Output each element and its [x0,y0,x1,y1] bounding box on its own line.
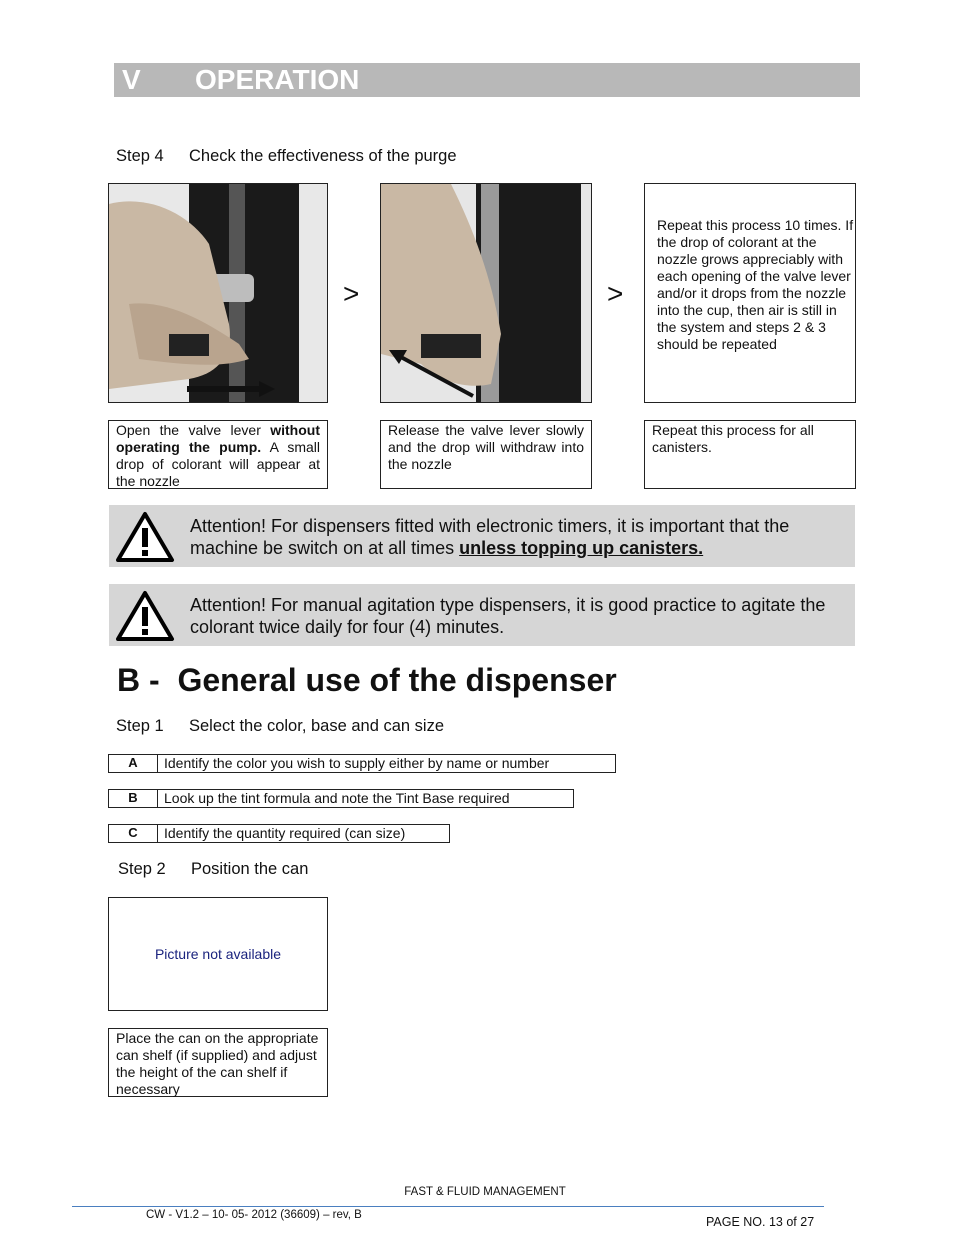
step1-row-a-text: Identify the color you wish to supply either by name or number [158,754,616,773]
repeat-instructions-box [644,183,856,403]
caption-open-valve-text: Open the valve lever [116,422,271,438]
repeat-instructions-text: Repeat this process 10 times. If the drop of colorant at the nozzle grows appreciably with each opening of the valve lever and/or it drops from the nozzle into the cup, then air is still in the system and steps 2 & 3 should be repeated [657,217,854,352]
step4-text: Check the effectiveness of the purge [189,147,457,165]
step2-text: Position the can [191,860,309,878]
sequence-arrow-1: > [343,278,360,309]
attention-note-agitation-text: Attention! For manual agitation type dispensers, it is good practice to agitate the colorant twice daily for four (4) minutes. [190,595,826,637]
attention-note-agitation [109,584,855,646]
step1-text: Select the color, base and can size [189,717,444,735]
caption-release-valve-text: Release the valve lever slowly and the drop will withdraw into the nozzle [388,422,584,472]
picture-placeholder [108,897,328,1011]
caption-open-valve-bold: without operating the pump. [116,422,320,455]
photo-open-valve-drawing [109,184,327,402]
attention-note-timers-body: Attention! For dispensers fitted with electronic timers, it is important that the machine be switch on at all times [190,516,790,558]
section-b-heading: B - General use of the dispenser [117,662,617,698]
step1-label: Step 1 [116,717,164,735]
footer-company: FAST & FLUID MANAGEMENT [404,1186,566,1198]
picture-placeholder-text: Picture not available [154,946,282,962]
section-number: V [122,64,141,95]
step1-row-a-letter: A [108,754,158,773]
step2-label: Step 2 [118,860,166,878]
attention-note-timers-emphasis: unless topping up canisters. [459,538,704,558]
attention-note-timers [109,505,855,567]
caption-repeat-all [644,420,856,489]
caption-open-valve-text-end: A small drop of colorant will appear at the nozzle [116,439,320,489]
photo-release-valve [380,183,592,403]
warning-icon [115,511,175,563]
section-title: OPERATION [195,64,360,95]
caption-release-valve [380,420,592,489]
footer-page-number: PAGE NO. 13 of 27 [706,1215,815,1229]
footer-divider [72,1206,824,1207]
caption-position-can-text: Place the can on the appropriate can shelf (if supplied) and adjust the height of the can shelf if necessary [116,1030,319,1097]
step1-row-b-text: Look up the tint formula and note the Tint Base required [158,789,574,808]
caption-position-can [108,1028,328,1097]
footer-version: CW - V1.2 – 10- 05- 2012 (36609) – rev, B [146,1209,362,1221]
warning-icon [115,590,175,642]
caption-open-valve [108,420,328,489]
photo-release-valve-drawing [381,184,591,402]
step4-label: Step 4 [116,147,164,165]
sequence-arrow-2: > [607,278,624,309]
attention-note-timers-text [190,515,850,559]
caption-repeat-all-text: Repeat this process for all canisters. [652,422,814,455]
step1-row-c-text: Identify the quantity required (can size) [158,824,450,843]
photo-open-valve [108,183,328,403]
step1-row-c-letter: C [108,824,158,843]
step1-row-b-letter: B [108,789,158,808]
